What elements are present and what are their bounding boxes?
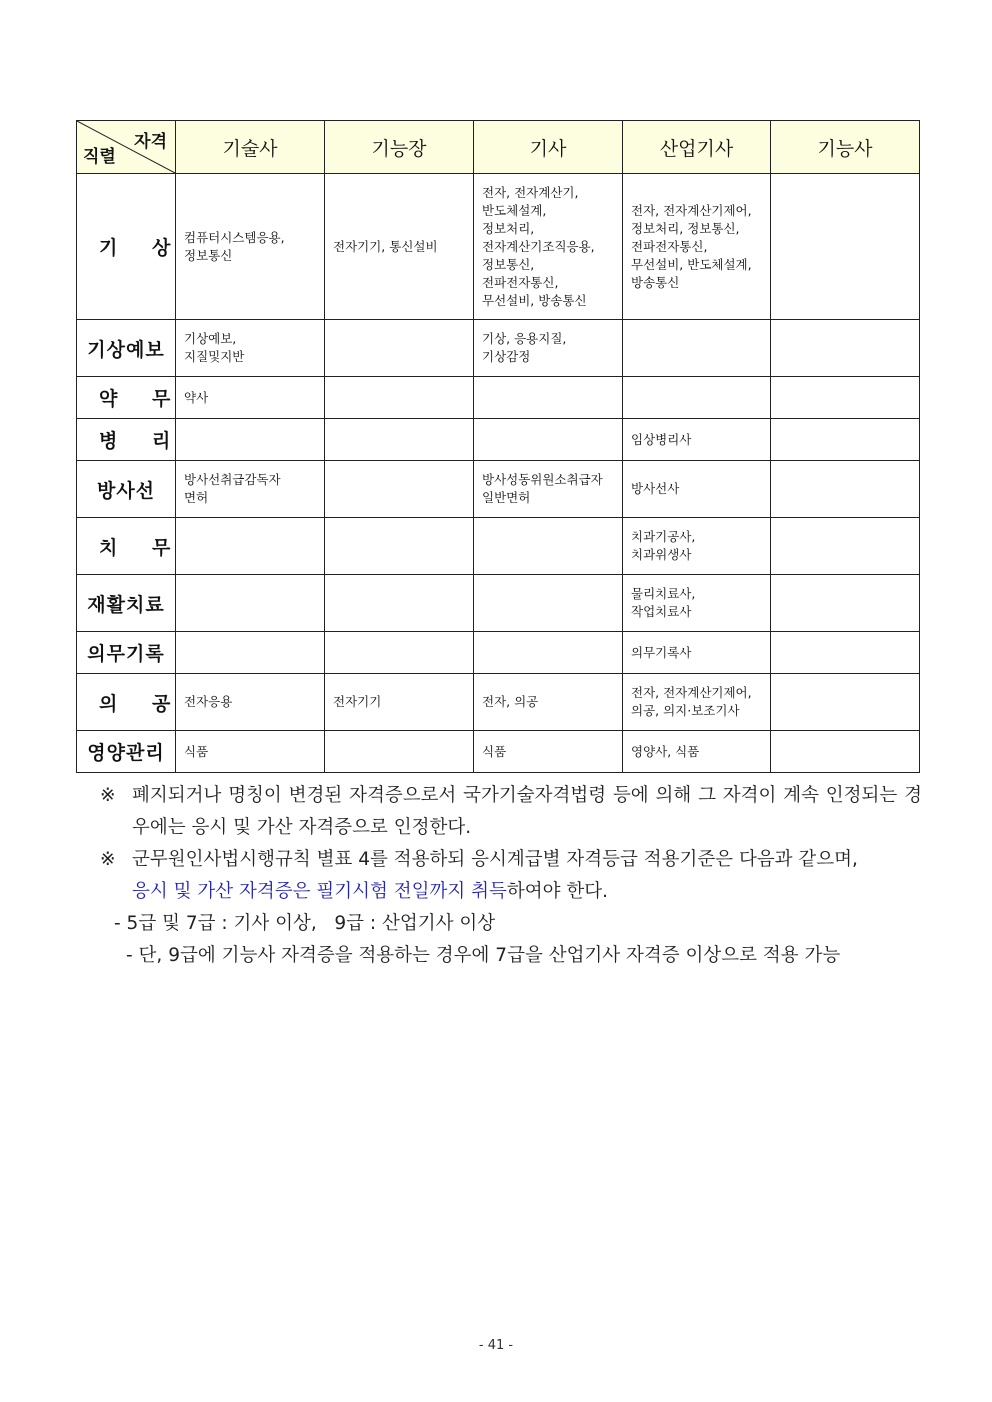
table-cell [176,575,325,632]
reference-mark: ※ [100,849,116,870]
table-cell [771,174,920,320]
note-text: 폐지되거나 명칭이 변경된 자격증으로서 국가기술자격법령 등에 의해 그 자격이 계속 인정되는 경우에는 응시 및 가산 자격증으로 인정한다. [132,785,922,838]
table-cell [474,575,623,632]
table-row [77,174,920,320]
table-cell: 전자, 의공 [474,674,623,731]
corner-series-label: 직렬 [83,147,116,167]
table-cell [771,731,920,773]
table-cell: 전자기기, 통신설비 [325,174,474,320]
row-header: 영양관리 [77,731,176,773]
table-cell [176,419,325,461]
note-text-tail: 하여야 한다. [506,881,608,902]
table-cell [623,377,771,419]
table-cell [325,419,474,461]
row-header: 병 리 [77,419,176,461]
table-row [77,632,920,674]
table-cell: 전자, 전자계산기제어, 정보처리, 정보통신, 전파전자통신, 무선설비, 반도체설계, 방송통신 [623,174,771,320]
table-row [77,377,920,419]
row-header: 재활치료 [77,575,176,632]
table-cell: 방사성동위원소취급자 일반면허 [474,461,623,518]
table-row [77,731,920,773]
note-sub-item: - 5급 및 7급 : 기사 이상, 9급 : 산업기사 이상 [114,913,496,934]
row-header: 기 상 [77,174,176,320]
table-cell [474,518,623,575]
corner-header-cell [77,121,176,174]
table-header-row [77,121,920,174]
table-row [77,674,920,731]
table-cell: 방사선취급감독자 면허 [176,461,325,518]
table-cell: 식품 [176,731,325,773]
note-item [100,844,922,908]
table-cell [325,632,474,674]
table-cell [325,461,474,518]
table-cell: 임상병리사 [623,419,771,461]
notes-section [100,780,922,972]
table-row [77,320,920,377]
table-cell: 치과기공사, 치과위생사 [623,518,771,575]
table-cell [474,377,623,419]
table-cell: 의무기록사 [623,632,771,674]
column-header: 기술사 [176,121,325,174]
table-cell [474,632,623,674]
table-cell [623,320,771,377]
table-cell [771,632,920,674]
table-cell [474,419,623,461]
corner-qualification-label: 자격 [134,132,167,152]
table-cell: 물리치료사, 작업치료사 [623,575,771,632]
page-number: - 41 - [478,1338,514,1353]
table-cell: 기상예보, 지질및지반 [176,320,325,377]
table-cell [325,575,474,632]
table-cell: 기상, 응용지질, 기상감정 [474,320,623,377]
column-header: 기능사 [771,121,920,174]
row-header: 기상예보 [77,320,176,377]
note-sub-item: - 단, 9급에 기능사 자격증을 적용하는 경우에 7급을 산업기사 자격증 이상으로 적용 가능 [126,945,841,966]
table-cell [325,320,474,377]
table-cell [325,518,474,575]
row-header: 의무기록 [77,632,176,674]
certification-table [76,120,920,773]
table-cell [771,461,920,518]
column-header: 기사 [474,121,623,174]
table-cell [771,674,920,731]
table-cell [176,518,325,575]
table-cell [325,731,474,773]
table-cell: 영양사, 식품 [623,731,771,773]
table-cell [771,575,920,632]
note-text [132,844,922,908]
table-cell [771,320,920,377]
reference-mark: ※ [100,785,116,806]
column-header: 기능장 [325,121,474,174]
table-cell: 방사선사 [623,461,771,518]
note-item [100,780,922,844]
table-cell [325,377,474,419]
note-highlight-text: 응시 및 가산 자격증은 필기시험 전일까지 취득 [132,881,507,902]
table-cell: 전자, 전자계산기, 반도체설계, 정보처리, 전자계산기조직응용, 정보통신, 전파전자통신, 무선설비, 방송통신 [474,174,623,320]
table-row [77,461,920,518]
table-cell: 전자기기 [325,674,474,731]
table-body [77,174,920,773]
table-row [77,419,920,461]
table-cell [771,377,920,419]
table-cell: 전자응용 [176,674,325,731]
note-text-plain: 군무원인사법시행규칙 별표 4를 적용하되 응시계급별 자격등급 적용기준은 다음과 같으며, [132,849,858,870]
table-row [77,575,920,632]
row-header: 방사선 [77,461,176,518]
table-cell: 식품 [474,731,623,773]
table-cell: 전자, 전자계산기제어, 의공, 의지·보조기사 [623,674,771,731]
row-header: 약 무 [77,377,176,419]
table-cell [771,419,920,461]
table-cell [176,632,325,674]
table-cell [771,518,920,575]
table-row [77,518,920,575]
row-header: 치 무 [77,518,176,575]
table-cell: 컴퓨터시스템응용, 정보통신 [176,174,325,320]
row-header: 의 공 [77,674,176,731]
table-cell: 약사 [176,377,325,419]
column-header: 산업기사 [623,121,771,174]
